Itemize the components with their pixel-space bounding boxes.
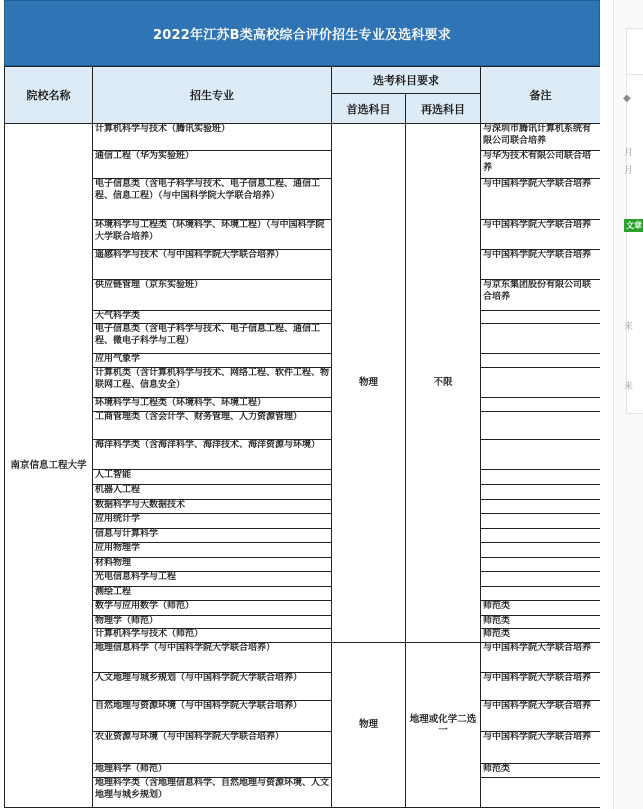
major-cell: 信息与计算科学: [93, 529, 332, 543]
note-cell: [481, 558, 601, 572]
major-cell: 人文地理与城乡规划（与中国科学院大学联合培养）: [93, 673, 332, 701]
note-cell: 与中国科学院大学联合培养: [481, 250, 601, 280]
first-subject: 物理: [332, 643, 406, 808]
table-body: [5, 124, 601, 808]
second-subject: 不限: [406, 124, 481, 643]
major-cell: 计算机科学与技术（师范）: [93, 629, 332, 643]
major-cell: 材料物理: [93, 558, 332, 572]
major-cell: 地理科学（师范）: [93, 764, 332, 778]
major-cell: 计算机类（含计算机科学与技术、网络工程、软件工程、物联网工程、信息安全）: [93, 368, 332, 398]
document: [4, 0, 600, 809]
major-cell: 工商管理类（含会计学、财务管理、人力资源管理）: [93, 412, 332, 440]
first-subject: 物理: [332, 124, 406, 643]
major-cell: 海洋科学类（含海洋科学、海洋技术、海洋资源与环境）: [93, 440, 332, 470]
note-cell: 与华为技术有限公司联合培养: [481, 151, 601, 179]
note-cell: 与京东集团股份有限公司联合培养: [481, 280, 601, 311]
major-cell: 环境科学与工程类（环境科学、环境工程）: [93, 398, 332, 412]
major-cell: 通信工程（华为实验班）: [93, 151, 332, 179]
major-cell: 环境科学与工程类（环境科学、环境工程）（与中国科学院大学联合培养）: [93, 220, 332, 250]
major-cell: 电子信息类（含电子科学与技术、电子信息工程、通信工程、信息工程）（与中国科学院大学联合培养）: [93, 179, 332, 220]
note-cell: [481, 470, 601, 485]
major-cell: 应用统计学: [93, 514, 332, 529]
major-cell: 遥感科学与技术（与中国科学院大学联合培养）: [93, 250, 332, 280]
major-cell: 供应链管理（京东实验班）: [93, 280, 332, 311]
header-school: 院校名称: [5, 67, 93, 124]
major-cell: 物理学（师范）: [93, 616, 332, 629]
article-tag[interactable]: 文章: [626, 221, 642, 230]
note-cell: [481, 311, 601, 324]
note-cell: 与中国科学院大学联合培养: [481, 643, 601, 673]
note-cell: 与中国科学院大学联合培养: [481, 701, 601, 732]
note-cell: [481, 368, 601, 398]
second-subject: 地理或化学二选一: [406, 643, 481, 808]
major-cell: 数据科学与大数据技术: [93, 500, 332, 514]
sidebar-text: 来: [624, 322, 634, 332]
note-cell: [481, 354, 601, 368]
major-cell: 应用气象学: [93, 354, 332, 368]
sidebar-text: 月: [624, 148, 634, 158]
note-cell: [481, 529, 601, 543]
requirements-table: [4, 66, 600, 808]
note-cell: 师范类: [481, 601, 601, 616]
note-cell: [481, 778, 601, 808]
divider: [626, 74, 643, 75]
header-note: 备注: [481, 67, 601, 124]
right-sidebar-fragment: [613, 0, 643, 809]
major-cell: 农业资源与环境（与中国科学院大学联合培养）: [93, 732, 332, 764]
note-cell: [481, 572, 601, 587]
major-cell: 人工智能: [93, 470, 332, 485]
note-cell: 与深圳市腾讯计算机系统有限公司联合培养: [481, 124, 601, 151]
header-major: 招生专业: [93, 67, 332, 124]
chevron-left-icon[interactable]: ◆: [623, 93, 631, 104]
note-cell: 师范类: [481, 629, 601, 643]
header-subject-group: 选考科目要求: [332, 67, 481, 94]
sidebar-text: 来: [624, 382, 634, 392]
note-cell: [481, 324, 601, 354]
major-cell: 电子信息类（含电子科学与技术、电子信息工程、通信工程、微电子科学与工程）: [93, 324, 332, 354]
note-cell: 与中国科学院大学联合培养: [481, 220, 601, 250]
sidebar-text: 月: [624, 166, 634, 176]
major-cell: 数学与应用数学（师范）: [93, 601, 332, 616]
school-name: 南京信息工程大学: [5, 124, 93, 808]
note-cell: 师范类: [481, 616, 601, 629]
note-cell: 与中国科学院大学联合培养: [481, 732, 601, 764]
note-cell: [481, 485, 601, 500]
note-cell: [481, 412, 601, 440]
major-cell: 大气科学类: [93, 311, 332, 324]
header-second-subject: 再选科目: [406, 94, 481, 124]
note-cell: [481, 398, 601, 412]
note-cell: [481, 587, 601, 601]
major-cell: 机器人工程: [93, 485, 332, 500]
major-cell: 应用物理学: [93, 543, 332, 558]
note-cell: 与中国科学院大学联合培养: [481, 673, 601, 701]
major-cell: 地理科学类（含地理信息科学、自然地理与资源环境、人文地理与城乡规划）: [93, 778, 332, 808]
note-cell: [481, 440, 601, 470]
note-cell: [481, 543, 601, 558]
header-first-subject: 首选科目: [332, 94, 406, 124]
note-cell: 与中国科学院大学联合培养: [481, 179, 601, 220]
note-cell: 师范类: [481, 764, 601, 778]
major-cell: 自然地理与资源环境（与中国科学院大学联合培养）: [93, 701, 332, 732]
table-title: 2022年江苏B类高校综合评价招生专业及选科要求: [4, 0, 600, 66]
note-cell: [481, 500, 601, 514]
major-cell: 光电信息科学与工程: [93, 572, 332, 587]
major-cell: 测绘工程: [93, 587, 332, 601]
note-cell: [481, 514, 601, 529]
major-cell: 计算机科学与技术（腾讯实验班）: [93, 124, 332, 151]
major-cell: 地理信息科学（与中国科学院大学联合培养）: [93, 643, 332, 673]
